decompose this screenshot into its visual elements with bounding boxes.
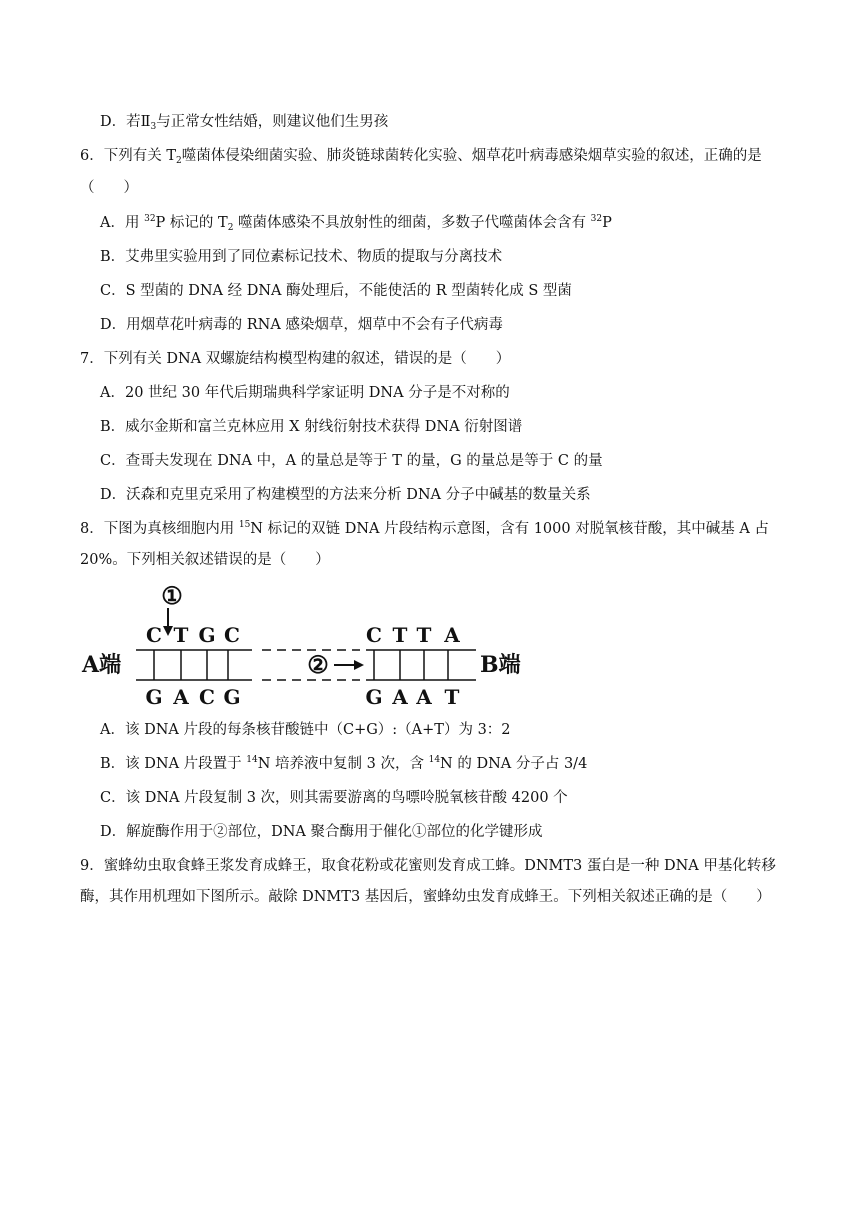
subscript: 3 [150, 122, 157, 132]
marker-2-arrow-head [354, 660, 364, 670]
superscript: 14 [428, 755, 441, 765]
top-bases-right [366, 623, 460, 647]
q6-stem-text: 6．下列有关 T [80, 148, 177, 164]
base-letter: G [365, 685, 383, 709]
q6-stem [80, 146, 762, 166]
q8-option-b-text-2: N 培养液中复制 3 次，含 [257, 756, 429, 772]
q6-option-a-text-3: 噬菌体感染不具放射性的细菌，多数子代噬菌体会含有 [233, 215, 591, 231]
superscript: 15 [238, 520, 251, 530]
q8-option-b-text: B．该 DNA 片段置于 [100, 756, 247, 772]
q6-stem-text-2: 噬菌体侵染细菌实验、肺炎链球菌转化实验、烟草花叶病毒感染烟草实验的叙述，正确的是 [181, 148, 762, 164]
base-letter: G [198, 623, 216, 647]
q8-stem-line2: 20%。下列相关叙述错误的是（ ） [80, 552, 330, 568]
base-letter: G [145, 685, 163, 709]
marker-2-label: ② [307, 650, 329, 679]
q7-option-a: A．20 世纪 30 年代后期瑞典科学家证明 DNA 分子是不对称的 [100, 385, 510, 401]
b-end-label: B端 [480, 652, 521, 678]
base-letter: A [392, 685, 408, 709]
dna-fragment-diagram [80, 580, 530, 710]
q6-option-a-text: A．用 [100, 215, 145, 231]
q8-option-c: C．该 DNA 片段复制 3 次，则其需要游离的鸟嘌呤脱氧核苷酸 4200 个 [100, 790, 568, 806]
q7-stem: 7．下列有关 DNA 双螺旋结构模型构建的叙述，错误的是（ ） [80, 351, 511, 367]
subscript: 2 [176, 156, 182, 166]
q8-option-a: A．该 DNA 片段的每条核苷酸链中（C+G）:（A+T）为 3：2 [100, 722, 511, 738]
q6-option-d: D．用烟草花叶病毒的 RNA 感染烟草，烟草中不会有子代病毒 [100, 317, 503, 333]
a-end-label: A端 [82, 652, 122, 678]
q7-option-c: C．查哥夫发现在 DNA 中，A 的量总是等于 T 的量，G 的量总是等于 C 的量 [100, 453, 603, 469]
base-letter: G [223, 685, 241, 709]
q5-option-d [100, 112, 388, 132]
base-letter: T [444, 685, 460, 709]
q8-stem-text-2: N 标记的双链 DNA 片段结构示意图，含有 1000 对脱氧核苷酸，其中碱基 A 占 [250, 521, 769, 537]
q8-option-d: D．解旋酶作用于②部位，DNA 聚合酶用于催化①部位的化学键形成 [100, 824, 543, 840]
base-letter: T [392, 623, 408, 647]
q6-option-a-text-4: P [602, 215, 612, 231]
bottom-bases-right [365, 685, 459, 709]
subscript: 2 [227, 223, 234, 233]
q6-option-c: C．S 型菌的 DNA 经 DNA 酶处理后，不能使活的 R 型菌转化成 S 型菌 [100, 283, 572, 299]
base-letter: A [416, 685, 432, 709]
superscript: 32 [144, 214, 156, 224]
q9-stem-line1: 9．蜜蜂幼虫取食蜂王浆发育成蜂王，取食花粉或花蜜则发育成工蜂。DNMT3 蛋白是一种 DNA 甲基化转移 [80, 858, 776, 874]
q6-answer-paren: （ ） [80, 180, 138, 196]
q8-stem [80, 519, 769, 539]
q8-option-b-text-3: N 的 DNA 分子占 3/4 [440, 756, 588, 772]
marker-1-label: ① [161, 581, 183, 610]
base-letter: C [199, 685, 215, 709]
base-pair-rungs [154, 650, 448, 680]
marker-1-arrow-head [163, 626, 173, 636]
q6-option-a-text-2: P 标记的 T [155, 215, 228, 231]
q9-stem-line2: 酶，其作用机理如下图所示。敲除 DNMT3 基因后，蜜蜂幼虫发育成蜂王。下列相关叙述正确的是（ ） [80, 889, 771, 905]
base-letter: T [416, 623, 432, 647]
q7-option-d: D．沃森和克里克采用了构建模型的方法来分析 DNA 分子中碱基的数量关系 [100, 487, 591, 503]
top-bases-left [146, 623, 240, 647]
base-letter: C [146, 623, 162, 647]
q5-option-d-text: D．若Ⅱ [100, 114, 151, 130]
superscript: 14 [246, 755, 258, 765]
q8-stem-text: 8．下图为真核细胞内用 [80, 521, 239, 537]
base-letter: C [366, 623, 382, 647]
base-letter: C [224, 623, 240, 647]
base-letter: T [173, 623, 189, 647]
bottom-bases-left [145, 685, 240, 709]
base-letter: A [444, 623, 460, 647]
base-letter: A [173, 685, 189, 709]
q7-option-b: B．威尔金斯和富兰克林应用 X 射线衍射技术获得 DNA 衍射图谱 [100, 419, 523, 435]
q6-option-b: B．艾弗里实验用到了同位素标记技术、物质的提取与分离技术 [100, 249, 503, 265]
q6-option-a [100, 213, 612, 233]
superscript: 32 [590, 214, 603, 224]
dna-strands [136, 650, 476, 680]
q8-option-b [100, 754, 587, 774]
q5-option-d-text-2: 与正常女性结婚，则建议他们生男孩 [156, 114, 389, 130]
